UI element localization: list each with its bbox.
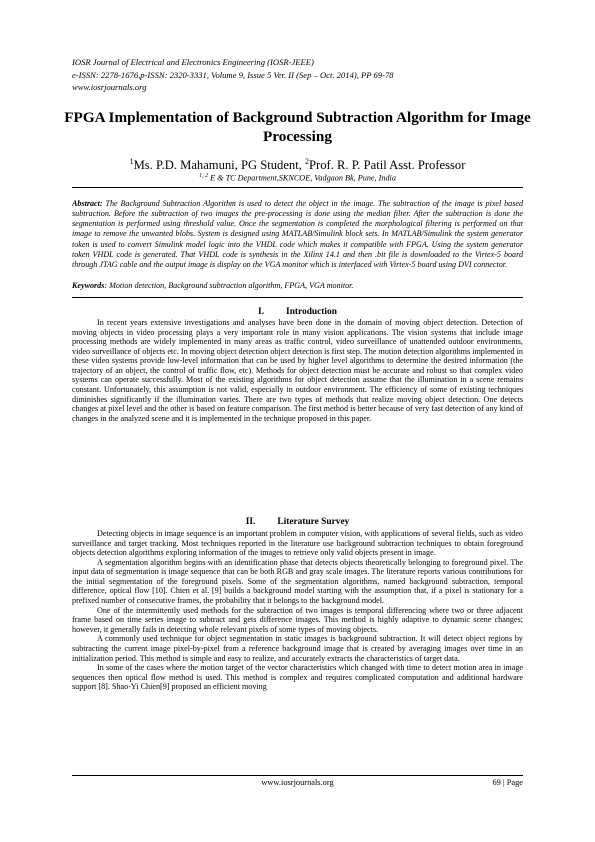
author1: Ms. P.D. Mahamuni, PG Student, [133,158,306,173]
abstract [72,199,523,270]
section-title: Literature Survey [277,517,350,527]
paragraph: Detecting objects in image sequence is an important problem in computer vision, with applications of several fields, such as video surveillance and target tracking. Most techniques reported in the literature use background subtraction techniques to obtain foreground objects detection algorithms exploring information of the images to retrieve only valid objects present in image. [72,529,523,558]
abstract-label: Abstract: [72,199,103,208]
affiliation [60,171,535,184]
paragraph: One of the intermittently used methods for the subtraction of two images is temporal differencing where two or three adjacent frame based on time series image to subtract and gets difference images. This method is highly adaptive to dynamic scene changes; however, it generally fails in detecting whole relevant pixels of some types of moving objects. [72,605,523,634]
introduction-body [72,318,523,423]
section-number: I. [258,307,265,317]
section-number: II. [245,517,256,527]
literature-survey-body [72,529,523,692]
journal-site: www.iosrjournals.org [72,82,147,93]
abstract-bottom-rule [72,297,523,298]
paragraph: A commonly used technique for object segmentation in static images is background subtraction. It will detect object regions by subtracting the current image pixel-by-pixel from a reference background image that is created by averaging images over time in an initialization period. This method is simple and easy to realize, and accurately extracts the characteristics of target data. [72,634,523,663]
journal-name: IOSR Journal of Electrical and Electronics Engineering (IOSR-JEEE) [72,57,314,67]
author1-superscript: 1 [129,157,134,166]
footer-site: www.iosrjournals.org [261,778,334,787]
journal-header [72,56,394,94]
section-heading-literature-survey [72,517,523,528]
journal-issn: e-ISSN: 2278-1676,p-ISSN: 2320-3331, Volume 9, Issue 5 Ver. II (Sep – Oct. 2014), PP 69-78 [72,69,394,80]
author2: Prof. R. P. Patil Asst. Professor [309,158,466,173]
paragraph: A segmentation algorithm begins with an identification phase that detects objects theoretically belonging to foreground pixel. The input data of segmentation is image sequence that can be both RGB and gray scale images. The literature reports various contributions for the initial segmentation of the foreground pixels. Some of the segmentation algorithms, named background subtraction, temporal difference, optical flow [10]. Chien et al. [9] builds a background model starting with the assumption that, if a pixel is stationary for a prefixed number of consecutive frames, the probability that it belongs to the background model. [72,557,523,606]
affiliation-superscript: 1, 2 [199,173,209,179]
author2-superscript: 2 [305,157,310,166]
abstract-text: The Background Subtraction Algorithm is used to detect the object in the image. The subtraction of the image is pixel based subtraction. Before the subtraction of two images the pre-processing is done using the median filter. After the subtraction is done the segmentation is performed using threshold value. Once the segmentation is completed the morphological filtering is performed on that image to remove the unwanted blobs. System is designed using MATLAB/Simulink block sets. In MATLAB/Simulink the system generator token is used to convert Simulink model logic into the VHDL code which makes it compatible with FPGA. Using the system generator token VHDL code is generated. That VHDL code is synthesis in the Xilinx 14.1 and then .bit file is downloaded to the Virtex-5 board through JTAG cable and the output image is display on the VGA monitor which is interfaced with Virtex-5 board using DVI connector. [72,199,524,269]
footer-rule [72,775,523,776]
section-title: Introduction [286,307,337,317]
affiliation-text: E & TC Department,SKNCOE, Vadgaon Bk, Pune, India [210,173,396,183]
keywords-text: : Motion detection, Background subtraction algorithm, FPGA, VGA monitor. [104,281,354,290]
section-heading-introduction [72,307,523,318]
paragraph: In some of the cases where the motion target of the vector characteristics which changed with time to detect motion area in image sequences then optical flow method is used. This method is complex and requires complicated computation and additional hardware support [8]. Shao-Yi Chien[9] proposed an efficient moving [72,663,523,692]
abstract-top-rule [72,187,523,188]
paragraph: In recent years extensive investigations and analyses have been done in the domain of moving object detection. Detection of moving objects in video processing plays a very important role in many vision applications. The vision systems that include image processing methods are widely implemented in many areas as traffic control, video surveillance of unattended outdoor environments, video surveillance of objects etc. In moving object detection object detection is first step. The motion detection algorithms implemented in these video systems provide low-level information that can be used by higher level algorithms to determine the desired information (the trajectory of an object, the control of traffic flow, etc). Methods for object detection must be accurate and robust so that complex video systems can operate successfully. Most of the existing algorithms for object detection assume that the illumination in a scene remains constant. Unfortunately, this assumption is not valid, especially in outdoor environment. The efficiency of some of existing techniques diminishes significantly if the illumination varies. There are two types of methods that realize moving object detection. One detects changes at pixel level and the other is based on feature comparison. The first method is better because of very fast detection of any kind of changes in the analyzed scene and it is implemented in the technique proposed in this paper. [72,318,523,423]
keywords [72,281,523,291]
paper-title: FPGA Implementation of Background Subtraction Algorithm for Image Processing [64,109,531,145]
footer-page-number: 69 | Page [492,778,523,787]
keywords-label: Keywords [72,281,105,290]
